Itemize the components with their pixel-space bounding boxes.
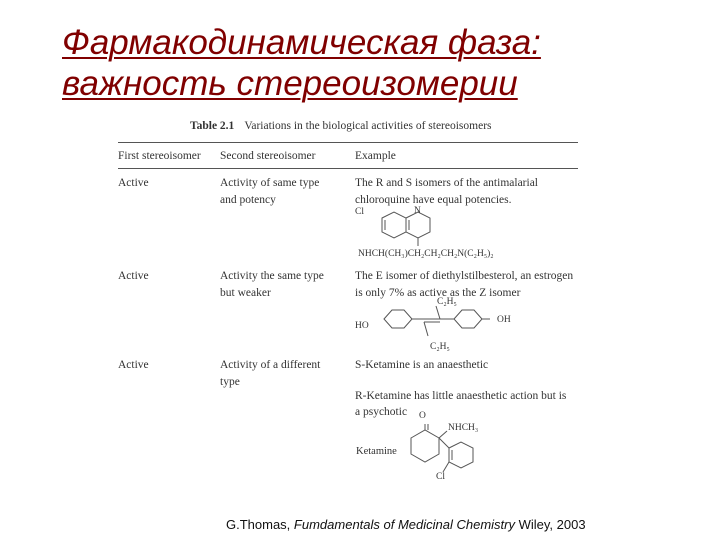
table-caption-text: Variations in the biological activities of stereoisomers	[244, 120, 492, 132]
table-caption	[190, 120, 492, 132]
header-first-stereoisomer: First stereoisomer	[118, 150, 201, 162]
chloroquine-n: N	[414, 206, 421, 216]
row1-second-line1: Activity of same type	[220, 177, 320, 189]
chloroquine-side-chain: NHCH(CH₃)CH₂CH₂CH₂N(C₂H₅)₂	[358, 249, 494, 259]
des-ethyl-bottom: C₂H₅	[430, 342, 450, 352]
header-second-stereoisomer: Second stereoisomer	[220, 150, 316, 162]
diethylstilbestrol-structure	[378, 306, 508, 342]
header-example: Example	[355, 150, 396, 162]
row3-second-line2: type	[220, 376, 240, 388]
ketamine-nhch3: NHCH₃	[448, 423, 479, 433]
des-ho: HO	[355, 321, 369, 331]
row3-first: Active	[118, 359, 149, 371]
row2-first: Active	[118, 270, 149, 282]
des-oh: OH	[497, 315, 511, 325]
row1-first: Active	[118, 177, 149, 189]
ketamine-label: Ketamine	[356, 446, 397, 457]
table-caption-number: Table 2.1	[190, 120, 235, 132]
ketamine-o: O	[419, 411, 426, 421]
row2-example-line1: The E isomer of diethylstilbesterol, an estrogen	[355, 270, 574, 282]
table-top-rule	[118, 142, 578, 143]
slide-title-line-2: важность стереоизомерии	[62, 64, 518, 103]
row3-example-line1: S-Ketamine is an anaesthetic	[355, 359, 489, 371]
row1-example-line1: The R and S isomers of the antimalarial	[355, 177, 538, 189]
table-header-rule	[118, 168, 578, 169]
citation-book-title: Fumdamentals of Medicinal Chemistry	[293, 517, 515, 532]
chloroquine-cl: Cl	[355, 207, 364, 217]
row2-second-line2: but weaker	[220, 287, 271, 299]
citation-publisher: Wiley, 2003	[515, 517, 586, 532]
row3-example-line3: a psychotic	[355, 406, 408, 418]
citation	[226, 517, 586, 532]
row2-second-line1: Activity the same type	[220, 270, 324, 282]
row1-second-line2: and potency	[220, 194, 276, 206]
citation-author: G.Thomas,	[226, 517, 294, 532]
row3-second-line1: Activity of a different	[220, 359, 321, 371]
row2-example-line2: is only 7% as active as the Z isomer	[355, 287, 521, 299]
des-ethyl-top: C₂H₅	[437, 297, 457, 307]
slide-title-line-1: Фармакодинамическая фаза:	[62, 23, 541, 62]
row1-example-line2: chloroquine have equal potencies.	[355, 194, 512, 206]
row3-example-line2: R-Ketamine has little anaesthetic action but is	[355, 390, 567, 402]
ketamine-cl: Cl	[436, 472, 445, 482]
slide-title	[62, 22, 541, 104]
chloroquine-structure	[370, 212, 440, 250]
